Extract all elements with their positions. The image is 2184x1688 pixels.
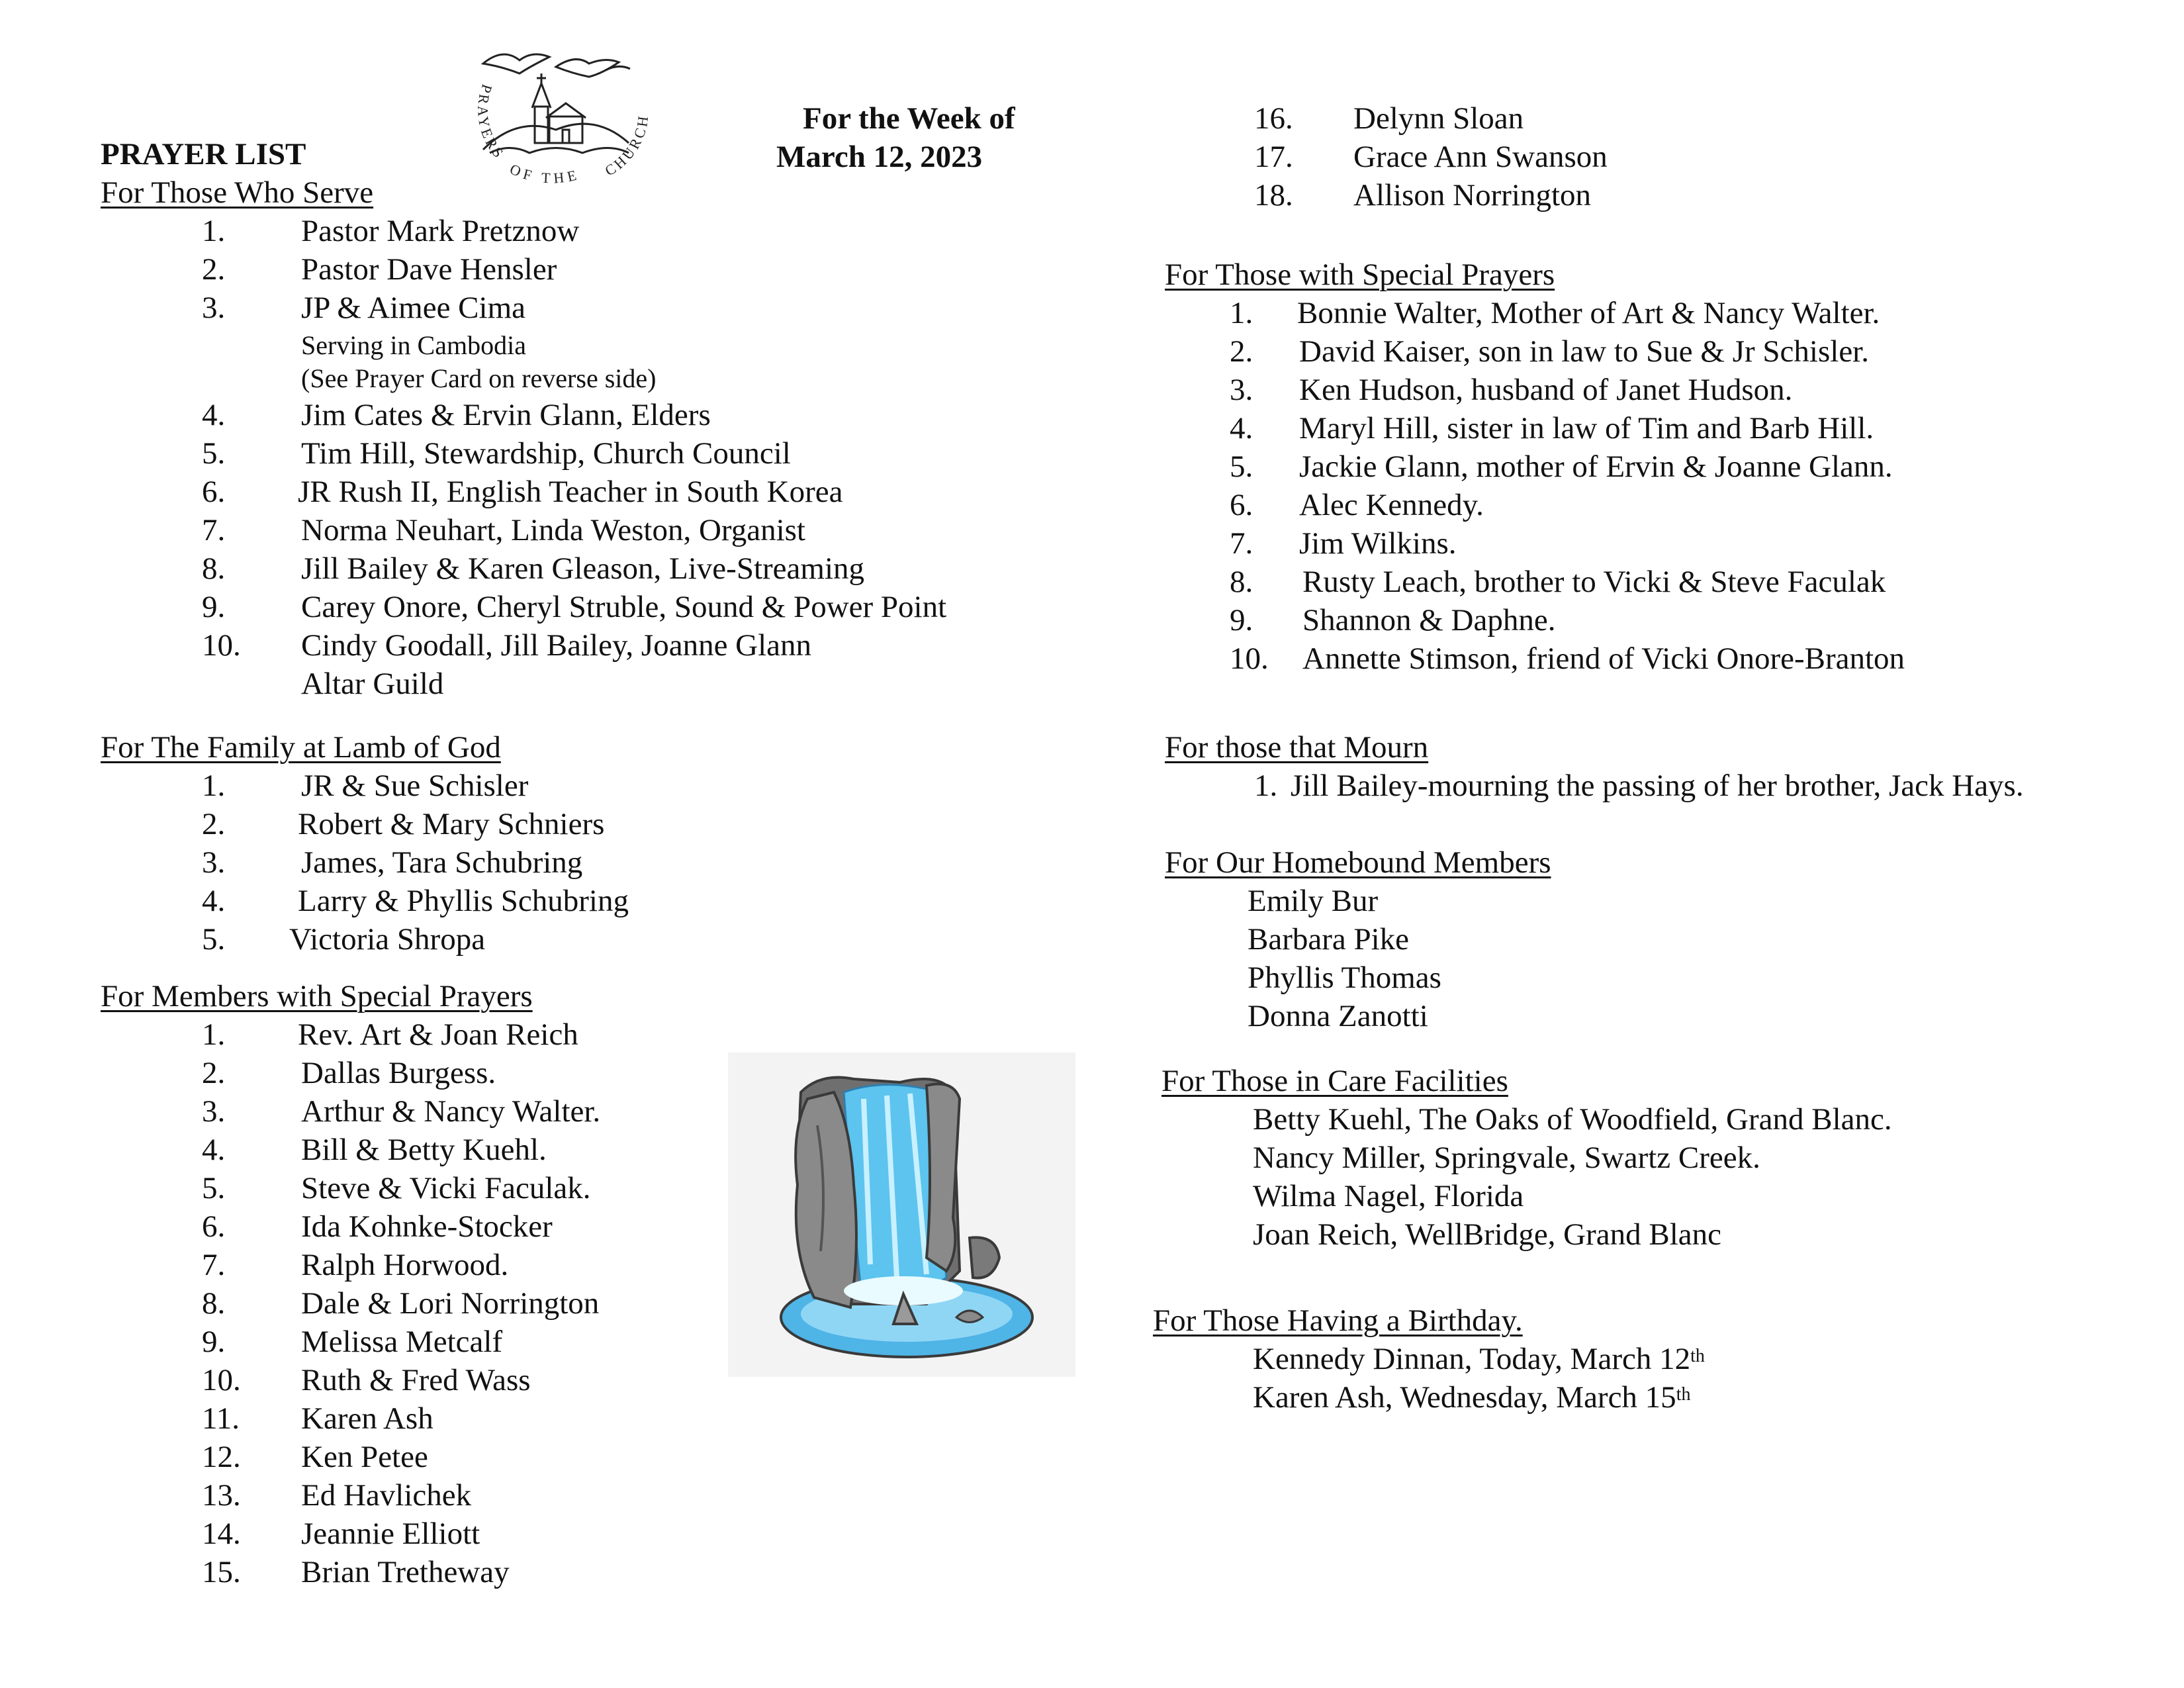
- list-item: Wilma Nagel, Florida: [1253, 1179, 1524, 1213]
- section-heading-serve: For Those Who Serve: [101, 175, 374, 210]
- list-item: Joan Reich, WellBridge, Grand Blanc: [1253, 1217, 1722, 1252]
- list-item: Phyllis Thomas: [1248, 961, 1441, 995]
- list-item: Betty Kuehl, The Oaks of Woodfield, Grand Blanc.: [1253, 1102, 1892, 1137]
- prayers-of-the-church-logo-icon: [457, 44, 659, 189]
- waterfall-image: [728, 1053, 1075, 1377]
- list-item: Nancy Miller, Springvale, Swartz Creek.: [1253, 1141, 1760, 1175]
- list-item: Emily Bur: [1248, 884, 1379, 918]
- section-heading-mourn: For those that Mourn: [1165, 730, 1429, 765]
- church-logo: [457, 44, 659, 189]
- waterfall-icon: [728, 1053, 1075, 1377]
- svg-text:CHURCH: CHURCH: [602, 113, 652, 179]
- section-heading-family: For The Family at Lamb of God: [101, 730, 501, 765]
- list-item: Kennedy Dinnan, Today, March 12th: [1253, 1342, 1705, 1376]
- week-label: For the Week of: [803, 101, 1015, 136]
- list-item: Karen Ash, Wednesday, March 15th: [1253, 1380, 1691, 1415]
- section-heading-homebound: For Our Homebound Members: [1165, 845, 1551, 880]
- section-heading-special: For Those with Special Prayers: [1165, 258, 1555, 292]
- list-item: Donna Zanotti: [1248, 999, 1428, 1033]
- section-heading-care: For Those in Care Facilities: [1161, 1064, 1508, 1098]
- list-item: Barbara Pike: [1248, 922, 1410, 957]
- section-heading-members: For Members with Special Prayers: [101, 979, 533, 1013]
- page-title: PRAYER LIST: [101, 137, 306, 171]
- week-date: March 12, 2023: [776, 140, 983, 174]
- section-heading-birthday: For Those Having a Birthday.: [1153, 1303, 1523, 1338]
- svg-text:PRAYERS: PRAYERS: [475, 82, 509, 163]
- svg-text:OF THE: OF THE: [507, 160, 582, 187]
